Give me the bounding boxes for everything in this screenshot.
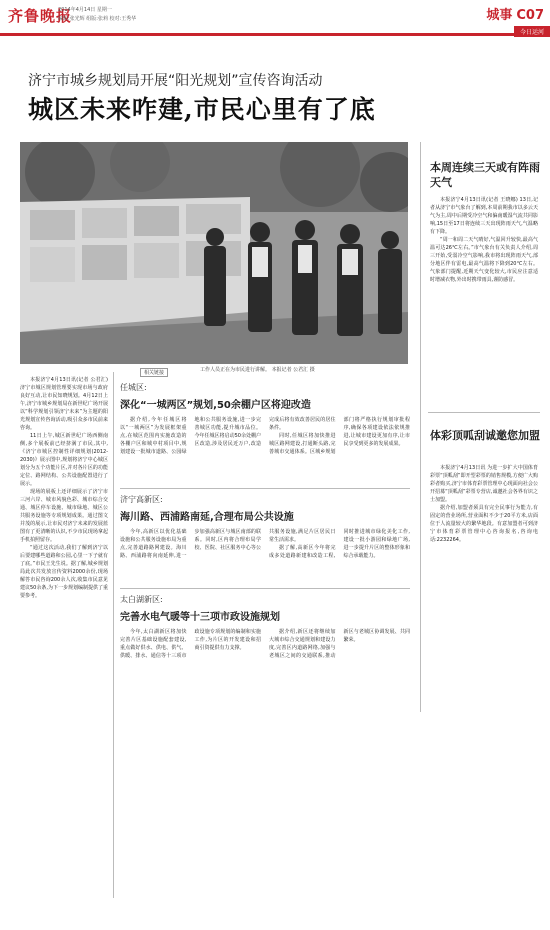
section-label [486, 4, 544, 23]
subsection-paragraph: 据介绍,今年任城区将以“一城两区”为发展框架重点,在城区范围内实施改造的各棚户区和城中村项目中,规划建设一批城市道路、公园绿地和公共服务设施,进一步完善城区功能,提升城市品位。今年任城区将启动50余处棚户区改造,涉及居民近万户,改造完成后将有效改善居民的居住条件。 [120, 417, 336, 455]
article-paragraph: 本报济宁4月13日讯(记者 公君汇) 济宁市城区规划管理要实现市场与政府良好互动,让市民知晓规划。4月12日上午,济宁市城乡规划局在新世纪广场开展以“科学规划引领济宁未来”为主题的阳光规划宣传咨询活动,吸引众多市民前来咨询。 [20, 377, 108, 431]
article-body-column [20, 376, 108, 898]
sidebar-headline: 体彩顶呱刮诚邀您加盟 [430, 429, 540, 442]
subsection-body [120, 528, 410, 582]
article-paragraph: 11日上午,城区新世纪广场西侧南侧,多个展板前已经挤满了市民,其中,《济宁市城区控制性详细规划(2012-2030)》展示图中,规划将济宁中心城区划分为五个功能片区,并对各片区的功能定位、路网结构、公共设施配置进行了展示。 [20, 433, 108, 487]
section-name: 城事 [486, 8, 513, 23]
subsection-paragraph: 据介绍,新区还将继续加大城市综合交通规划和建设力度,完善区内道路网络,加强与老城区之间的交通联系,推动新区与老城区协调发展、共同繁荣。 [269, 629, 410, 659]
subsection-label: 今日运河 [514, 26, 550, 37]
subsection-headline: 海川路、西浦路南延,合理布局公共设施 [120, 512, 294, 523]
subsection-body [120, 416, 410, 484]
district-label: 太白湖新区: [120, 595, 163, 604]
article-paragraph: 现场的展板上还详细展示了济宁市三河六岸、城市风貌色彩、城市综合交通、城区停车设施、城市绿地、城区公共服务设施等专项规划成果。通过图文并茂的展示,让市民对济宁未来的发展蓝图有了更清晰的认识,不少市民现场拿起手机拍照留存。 [20, 489, 108, 543]
newspaper-logo: 齐鲁晚报 [8, 7, 73, 25]
sidebar-paragraph: 据介绍,加盟者须具有完全民事行为能力,有固定的营业场所,营业面积不少于20平方米,店面位于人流量较大的繁华地段。有意加盟者可到济宁市体育彩票管理中心咨询报名,咨询电话:2232264。 [430, 505, 538, 543]
page-number: C07 [516, 8, 544, 23]
issue-date: 2014年4月14日 星期一 [58, 7, 112, 13]
masthead [0, 0, 550, 36]
article-headline: 城区未来咋建,市民心里有了底 [28, 95, 376, 124]
related-links-tag: 相关链接 [140, 368, 168, 377]
sidebar-story-divider [428, 412, 540, 413]
subsection-paragraph: 据了解,高新区今年将完成多处道路新建和改造工程,同时推进城市绿化美化工作,建设一批小游园和绿地广场,进一步提升片区的整体形象和综合承载能力。 [269, 529, 410, 559]
news-photo [20, 142, 408, 364]
sidebar-headline: 本周连续三天或有阵雨天气 [430, 161, 540, 189]
subsection-divider [120, 588, 410, 589]
subsection-paragraph: 今年,高新区以优化基础设施和公共服务设施布局为重点,完善道路路网建设。海川路、西浦路将向南延伸,进一步加强高新区与城区南部的联系。同时,区内将合理布局学校、医院、社区服务中心等公共服务设施,满足片区居民日常生活需求。 [120, 529, 336, 559]
sidebar-body [430, 196, 538, 408]
subsection-paragraph: 今年,太白湖新区将加快完善片区基础设施配套建设,重点做好供水、供电、供气、供暖、排水、通信等十三项市政设施专项规划的编制和实施工作,为片区的开发建设和招商引资提供有力支撑。 [120, 629, 261, 659]
article-kicker: 济宁市城乡规划局开展“阳光规划”宣传咨询活动 [28, 73, 323, 89]
sidebar-paragraph: 本报济宁4月13日讯(记者 王晓娜) 13日,记者从济宁市气象台了解到,本周前期我市以多云天气为主,周中后期受冷空气和偏南暖湿气流共同影响,15日至17日将连续三天出现阵雨天气,气温略有下降。 [430, 197, 538, 235]
news-photo-illustration [20, 142, 408, 364]
subsection-body [120, 628, 410, 700]
district-label: 任城区: [120, 383, 147, 392]
subsection-divider [120, 488, 410, 489]
subsection-paragraph: 同时,任城区将加快推进城区路网建设,打通断头路,完善城市交通体系。区城乡规划部门将严格执行规划审批程序,确保各项建设依法依规推进,让城市建设更加有序,让市民享受到更多的发展成果。 [269, 417, 410, 455]
sidebar-paragraph: 本报济宁4月13日讯 为进一步扩大中国体育彩票“顶呱刮”即开型彩票的销售规模,方便广大购彩者购买,济宁市体育彩票管理中心现面向社会公开招募“顶呱刮”彩票专营店,诚邀社会各界有识之士加盟。 [430, 465, 538, 503]
subsection-headline: 完善水电气暖等十三项市政设施规划 [120, 612, 280, 623]
district-label: 济宁高新区: [120, 495, 163, 504]
article-paragraph: “通过这次活动,我们了解到济宁以后要建哪些道路和公园,心里一下子就有了底。”市民王先生说。据了解,城乡规划局此次共发放宣传资料2000余份,现场解答市民咨询200余人次,收集市民意见建议50余条,为下一步规划编制提供了重要参考。 [20, 545, 108, 599]
photo-caption: 工作人员正在为市民进行讲解。 本报记者 公君汇 摄 [200, 367, 315, 373]
subsection-headline: 深化“一城两区”规划,50余棚户区将迎改造 [120, 400, 311, 411]
sidebar-paragraph: “周一和周二天气晴好,气温回升较快,最高气温可达26℃左右。”市气象台有关负责人介绍,周三开始,受弱冷空气影响,我市将出现阵雨天气,部分地区伴有雷电,最高气温将下降到20℃左右。气象部门提醒,近期天气变化较大,市民应注意适时增减衣物,外出时携带雨具,谨防感冒。 [430, 237, 538, 283]
issue-staff: 编辑:张光辉 组版:张莉 校对:王秀华 [58, 16, 137, 22]
sidebar-divider [420, 142, 421, 712]
column-divider [113, 372, 114, 898]
sidebar-body [430, 464, 538, 708]
